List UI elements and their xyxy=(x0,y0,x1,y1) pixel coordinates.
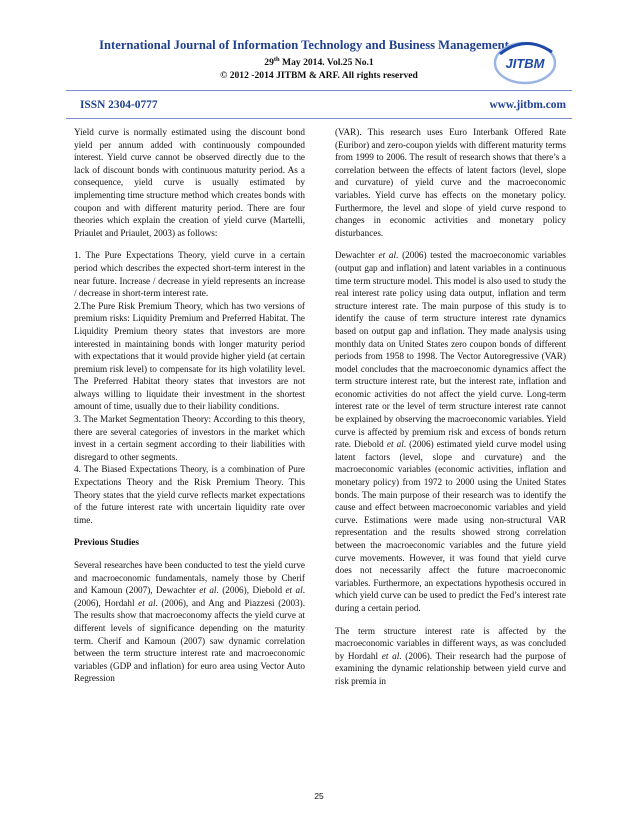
text-run: The term structure interest rate is affected by the macroeconomic variables in different ways, as was concluded by Hordahl xyxy=(335,625,566,661)
italic-run: et al xyxy=(381,650,400,661)
header-rule xyxy=(66,90,572,91)
text-run: . (2006) estimated yield curve model using latent factors (level, slope and curvature) and the macroeconomic variables (economic activities, inflation and monetary policy) from 1972 to 2000 using the United States bonds. The main purpose of their research was to identify the cause and effect between macroeconomic variables and yield curve. Estimations were made using non-structural VAR representation and the results showed strong correlation between the macroeconomic variables and the future yield curve movements. However, it was found that yield curve does not necessarily affect the future macroeconomic variables. Furthermore, an expectations hypothesis occured in which yield curve can be used to predict the Fed’s interest rate during a certain period. xyxy=(335,439,567,613)
theory-item-1: 1. The Pure Expectations Theory, yield curve in a certain period which describes the expected short-term interest in the near future. Increase / decrease in yield represents an increase / decrease in short-term interest rate. xyxy=(74,250,305,299)
copyright-line: © 2012 -2014 JITBM & ARF. All rights reserved xyxy=(220,70,418,82)
logo-text: JITBM xyxy=(505,56,545,71)
text-run: . (2006), Hordahl xyxy=(74,585,305,608)
section-heading: Previous Studies xyxy=(74,537,139,548)
italic-run: et al xyxy=(378,250,397,261)
theory-item-3: 3. The Market Segmentation Theory: According to this theory, there are several categories of investors in the market which invest in a certain segment according to their liabilities with disregard to other segments. xyxy=(74,414,305,462)
subheader-rule xyxy=(66,118,572,119)
italic-run: et al xyxy=(199,585,217,596)
intro-paragraph: Yield curve is normally estimated using the discount bond yield per annum added with continuously compounded interest. Yield curve cannot be observed directly due to the lack of discount bonds with continuous maturity period. As a consequence, yield curve is usually estimated by implementing time structure method which creates bonds with coupon and with different maturity period. There are four theories which explain the creation of yield curve (Martelli, Priaulet and Priaulet, 2003) as follows: xyxy=(74,127,305,238)
italic-run: et al xyxy=(285,585,303,596)
journal-title: International Journal of Information Technology and Business Management xyxy=(99,38,509,52)
page-number: 25 xyxy=(314,791,324,801)
text-run: . (2006) tested the macroeconomic variables (output gap and inflation) and latent variables in a continuous time term structure model. This model is also used to study the real interest rate policy using data output, inflation and term structure interest rate. The main purpose of this study is to identify the cause of term structure interest rate dynamics based on output gap and inflation. They made analysis using monthly data on United States zero coupon bonds of different periods from 1958 to 1998. The Vector Autoregressive (VAR) model concludes that the macroeconomic dynamics affect the term structure interest rate, but the interest rate, inflation and economic activities do not affect the yield curve. Long-term interest rate or the level of term structure interest rate cannot be explained by observing the macroeconomic variables. Yield curve is affected by premium risk and excess of bonds return rate. Diebold xyxy=(335,250,567,450)
text-run: . (2006), and Ang and Piazzesi (2003). The results show that macroeconomy affects the yield curve at different levels of significance depending on the maturity term. Cherif and Kamoun (2007) saw dynamic correlation between the term structure interest rate and macroeconomic variables (GDP and inflation) for euro area using Vector Auto Regression xyxy=(74,597,305,684)
previous-studies-paragraph xyxy=(74,559,305,685)
var-paragraph: (VAR). This research uses Euro Interbank Offered Rate (Euribor) and zero-coupon yields with different maturity terms from 1999 to 2006. The result of research shows that there’s a correlation between the effects of latent factors (level, slope and curvature) of yield curve and the macroeconomic variables. Yield curve has effects on the monetary policy. Furthermore, the level and slope of yield curve respond to changes in economic activities and monetary policy disturbances. xyxy=(335,127,566,238)
theory-item-4: 4. The Biased Expectations Theory, is a combination of Pure Expectations Theory and the Risk Premium Theory. This Theory states that the yield curve reflects market expectations of the future interest rate with uncertain liquidity rate over time. xyxy=(74,464,305,525)
right-column xyxy=(335,126,566,698)
issue-details: May 2014. Vol.25 No.1 xyxy=(279,57,374,69)
issn: ISSN 2304-0777 xyxy=(80,99,158,111)
theory-item-2: 2.The Pure Risk Premium Theory, which has two versions of premium risks: Liquidity Premium and Preferred Habitat. The Liquidity Premium theory states that investors are more interested in maintaining bonds with longer maturity period with expectations that it would provide higher yield (at certain premium risk level) to compensate for its high volatility level. The Preferred Habitat theory states that investors are not always willing to liquidate their investment in the shortest amount of time, usually due to their liability conditions. xyxy=(74,300,305,412)
italic-run: et al xyxy=(386,439,404,450)
journal-website: www.jitbm.com xyxy=(489,99,566,111)
issue-day: 29 xyxy=(264,57,274,69)
dewachter-paragraph xyxy=(335,249,566,614)
text-run: . (2006), Diebold xyxy=(216,585,286,596)
journal-logo xyxy=(492,32,558,90)
text-run: Several researches have been conducted to test the yield curve and macroeconomic fundamentals, namely those by Cherif and Kamoun (2007), Dewachter xyxy=(74,560,305,596)
text-run: Dewachter xyxy=(335,250,379,261)
hordahl-paragraph xyxy=(335,625,566,688)
text-run: . (2006). Their research had the purpose of examining the dynamic relationship between yield curve and risk premia in xyxy=(335,650,566,686)
logo-arc-icon xyxy=(500,43,552,54)
italic-run: et al xyxy=(138,597,156,608)
issue-day-suffix: th xyxy=(273,56,280,63)
left-column xyxy=(74,126,305,695)
